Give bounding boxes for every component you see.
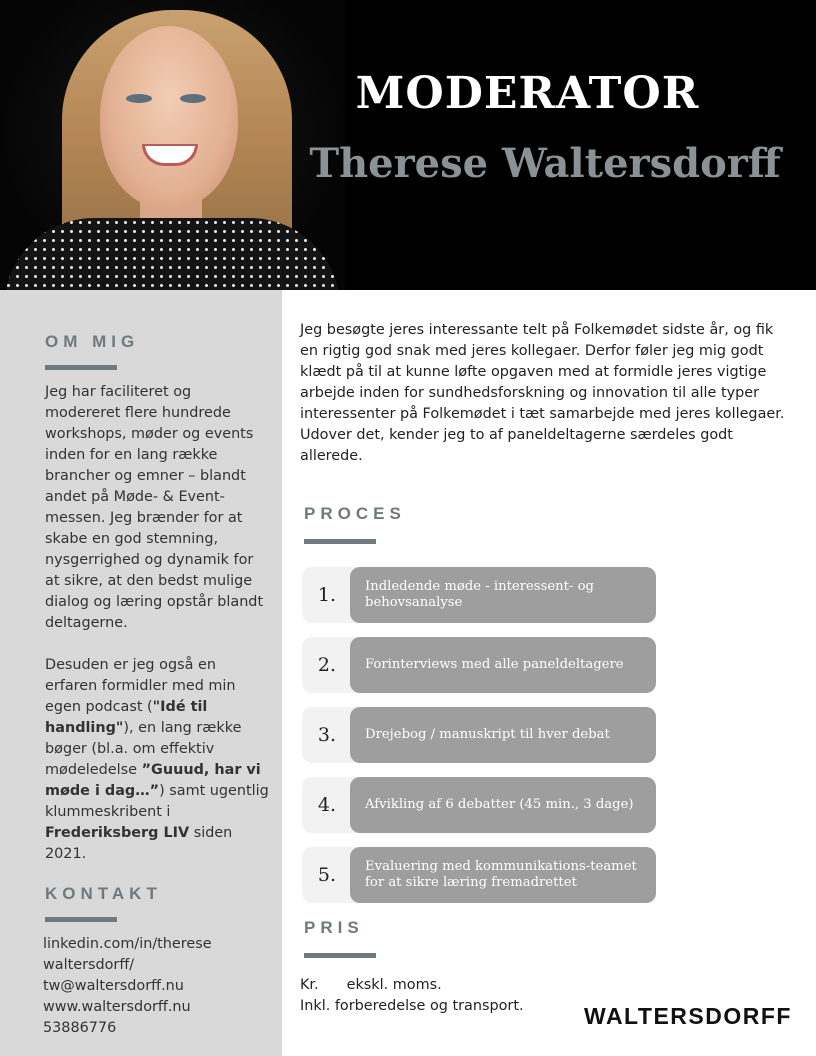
- step-number: 2.: [317, 654, 337, 676]
- price-vat-note: ekskl. moms.: [346, 977, 442, 993]
- about-heading: OM MIG: [45, 332, 140, 351]
- price-currency: Kr.: [300, 977, 319, 993]
- process-heading: PROCES: [304, 504, 406, 523]
- step-text: Indledende møde - interessent- og behovsanalyse: [350, 567, 656, 623]
- portrait-face: [100, 26, 238, 208]
- about-paragraph-2: [45, 655, 270, 865]
- about-paragraph-1: Jeg har faciliteret og modereret flere hundrede workshops, møder og events inden for en lang række brancher og emner – blandt andet på Møde- & Event-messen. Jeg brænder for at skabe en god stemning, nysgerrighed og dynamik for at sikre, at den bedst mulige dialog og læring opstår blandt deltagerne.: [45, 384, 264, 631]
- contact-heading: KONTAKT: [45, 884, 162, 903]
- price-line-2: Inkl. forberedelse og transport.: [300, 998, 524, 1014]
- price-heading: PRIS: [304, 918, 364, 937]
- portrait-eye-right: [180, 94, 206, 103]
- brand-logo: WALTERSDORFF: [584, 1003, 792, 1029]
- process-rule: [304, 539, 376, 544]
- step-text: Afvikling af 6 debatter (45 min., 3 dage): [350, 777, 656, 833]
- intro-paragraph-2: Udover det, kender jeg to af paneldeltagerne særdeles godt allerede.: [300, 427, 733, 464]
- portrait-photo: [0, 0, 345, 290]
- header-banner: [0, 0, 816, 290]
- about-p2-text-a: Desuden er jeg også en erfaren formidler med min egen podcast (: [45, 657, 236, 715]
- left-sidebar: [0, 290, 282, 1056]
- portrait-eye-left: [126, 94, 152, 103]
- about-p2-text-d: siden 2021.: [45, 825, 233, 862]
- price-line-1: [300, 975, 442, 996]
- step-text: Forinterviews med alle paneldeltagere: [350, 637, 656, 693]
- step-number: 1.: [317, 584, 337, 606]
- intro-paragraph-1: Jeg besøgte jeres interessante telt på Folkemødet sidste år, og fik en rigtig god snak med jeres kollegaer. Derfor føler jeg mig godt klædt på til at kunne løfte opgaven med at formidle jeres vigtige arbejde inden for sundhedsforskning og innovation til alle typer interessenter på Folkemødet i tæt samarbejde med jeres kollegaer.: [300, 322, 785, 422]
- portrait-shirt: [4, 218, 340, 290]
- process-step: [302, 567, 656, 623]
- contact-linkedin-line-2[interactable]: waltersdorff/: [43, 957, 135, 973]
- magazine-title: Frederiksberg LIV: [45, 825, 190, 841]
- contact-rule: [45, 917, 117, 922]
- price-rule: [304, 953, 376, 958]
- process-step: [302, 847, 656, 903]
- page-title: MODERATOR: [355, 68, 700, 119]
- step-text: Drejebog / manuskript til hver debat: [350, 707, 656, 763]
- intro-text: [300, 320, 795, 467]
- about-p2-text-c: ) samt ugentlig klummeskribent i: [45, 783, 269, 820]
- book-title: ”Guuud, har vi møde i dag…”: [45, 762, 261, 799]
- contact-website[interactable]: www.waltersdorff.nu: [43, 999, 191, 1015]
- contact-email[interactable]: tw@waltersdorff.nu: [43, 978, 184, 994]
- about-p2-text-b: ), en lang række bøger (bl.a. om effektiv mødeledelse: [45, 720, 242, 778]
- podcast-title: "Idé til handling": [45, 699, 208, 736]
- contact-phone: 53886776: [43, 1020, 117, 1036]
- process-step: [302, 707, 656, 763]
- step-number: 3.: [317, 724, 337, 746]
- about-rule: [45, 365, 117, 370]
- process-step: [302, 637, 656, 693]
- contact-linkedin-line-1[interactable]: linkedin.com/in/therese: [43, 936, 212, 952]
- person-name: Therese Waltersdorff: [309, 140, 781, 187]
- process-step: [302, 777, 656, 833]
- step-number: 4.: [317, 794, 337, 816]
- step-number: 5.: [317, 864, 337, 886]
- step-text: Evaluering med kommunikations-teamet for at sikre læring fremadrettet: [350, 847, 656, 903]
